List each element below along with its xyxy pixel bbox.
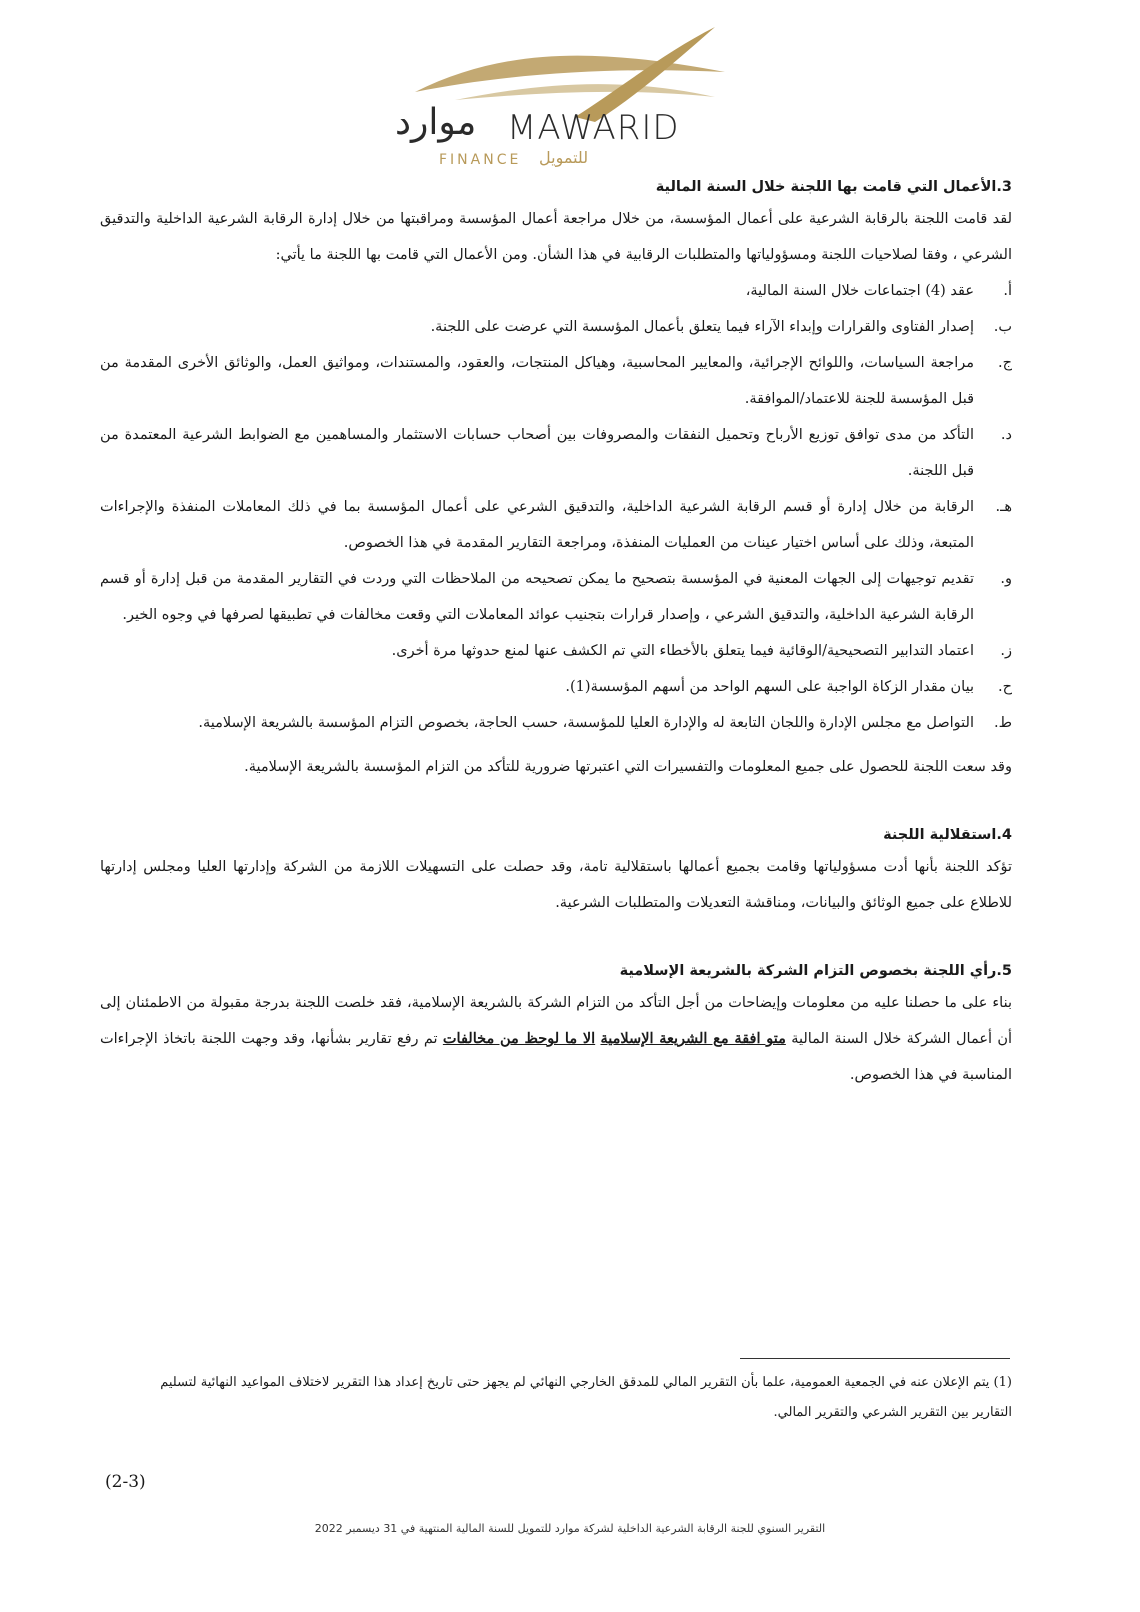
footnote-divider — [740, 1358, 1010, 1359]
list-item-text: اعتماد التدابير التصحيحية/الوقائية فيما يتعلق بالأخطاء التي تم الكشف عنها لمنع حدوثها مرة أخرى. — [391, 643, 974, 659]
list-marker: و. — [1000, 571, 1012, 587]
list-marker: د. — [1000, 427, 1012, 443]
list-item-text: التواصل مع مجلس الإدارة واللجان التابعة له والإدارة العليا للمؤسسة، حسب الحاجة، بخصوص التزام المؤسسة بالشريعة الإسلامية. — [198, 715, 974, 731]
list-marker: ط. — [993, 715, 1012, 731]
logo-arabic-name: موارد — [395, 102, 477, 143]
list-item-text: مراجعة السياسات، واللوائح الإجرائية، والمعايير المحاسبية، وهياكل المنتجات، والعقود، والمستندات، ومواثيق العمل، والوثائق الأخرى المقدمة من قبل المؤسسة للجنة للاعتماد/الموافقة. — [100, 355, 974, 407]
section3-closing: وقد سعت اللجنة للحصول على جميع المعلومات والتفسيرات التي اعتبرتها ضرورية للتأكد من التزام المؤسسة بالشريعة الإسلامية. — [244, 759, 1012, 775]
list-item — [100, 633, 1012, 669]
page-footer: التقرير السنوي للجنة الرقابة الشرعية الداخلية لشركة موارد للتمويل للسنة المالية المنتهية في 31 ديسمبر 2022 — [314, 1522, 826, 1535]
list-item — [100, 489, 1012, 561]
list-item — [100, 417, 1012, 489]
list-item-text: عقد (4) اجتماعات خلال السنة المالية، — [745, 283, 974, 299]
activities-list — [100, 273, 1012, 741]
list-item-text: إصدار الفتاوى والقرارات وإبداء الآراء فيما يتعلق بأعمال المؤسسة التي عرضت على اللجنة. — [430, 319, 974, 335]
list-item-text: بيان مقدار الزكاة الواجبة على السهم الواحد من أسهم المؤسسة(1). — [565, 679, 974, 695]
list-item — [100, 309, 1012, 345]
page-number: (2-3) — [105, 1472, 146, 1492]
logo-finance-label: FINANCE — [439, 152, 522, 168]
section4-body: تؤكد اللجنة بأنها أدت مسؤولياتها وقامت بجميع أعمالها باستقلالية تامة، وقد حصلت على التسهيلات اللازمة من الشركة وإدارتها العليا ومجلس إدارتها للاطلاع على جميع الوثائق والبيانات، ومناقشة التعديلات والمتطلبات الشرعية. — [100, 859, 1012, 911]
section5-heading: 5.رأي اللجنة بخصوص التزام الشركة بالشريعة الإسلامية — [619, 963, 1012, 979]
list-item — [100, 273, 1012, 309]
company-logo — [395, 22, 735, 172]
footnote: (1) يتم الإعلان عنه في الجمعية العمومية، علما بأن التقرير المالي للمدقق الخارجي النهائي لم يجهز حتى تاريخ إعداد هذا التقرير لاختلاف المواعيد النهائية لتسليم التقارير بين التقرير الشرعي والتقرير المالي. — [160, 1375, 1012, 1420]
list-marker: أ. — [1003, 283, 1012, 299]
section4-heading: 4.استقلالية اللجنة — [883, 827, 1012, 843]
list-marker: ب. — [993, 319, 1012, 335]
section5-emphasis-violations: الا ما لوحظ من مخالفات — [442, 1030, 596, 1047]
logo-arabic-finance-label: للتمويل — [539, 148, 589, 167]
list-item-text: التأكد من مدى توافق توزيع الأرباح وتحميل النفقات والمصروفات بين أصحاب حسابات الاستثمار والمساهمين مع الضوابط الشرعية المعتمدة من قبل اللجنة. — [100, 427, 974, 479]
section3-heading: 3.الأعمال التي قامت بها اللجنة خلال السنة المالية — [655, 179, 1012, 195]
section5-emphasis-compliant: متو افقة مع الشريعة الإسلامية — [600, 1030, 786, 1047]
list-marker: ح. — [998, 679, 1012, 695]
section3-intro: لقد قامت اللجنة بالرقابة الشرعية على أعمال المؤسسة، من خلال مراجعة أعمال المؤسسة ومراقبتها من خلال إدارة الرقابة الشرعية الداخلية والتدقيق الشرعي ، وفقا لصلاحيات اللجنة ومسؤولياتها والمتطلبات الرقابية في هذا الشأن. ومن الأعمال التي قامت بها اللجنة ما يأتي: — [100, 211, 1012, 263]
list-item — [100, 561, 1012, 633]
list-item — [100, 705, 1012, 741]
section5-body — [100, 985, 1012, 1093]
list-item-text: تقديم توجيهات إلى الجهات المعنية في المؤسسة بتصحيح ما يمكن تصحيحه من الملاحظات التي وردت في التقارير المقدمة من قبل إدارة أو قسم الرقابة الشرعية الداخلية، والتدقيق الشرعي ، وإصدار قرارات بتجنيب عوائد المعاملات التي وقعت مخالفات في تطبيقها لصرفها في وجوه الخير. — [100, 571, 974, 623]
list-marker: هـ. — [995, 499, 1012, 515]
logo-wordmark: MAWARID — [507, 108, 680, 148]
list-marker: ز. — [1000, 643, 1012, 659]
section5-body-part1: بناء على ما حصلنا عليه من معلومات وإيضاحات من أجل التأكد من التزام الشركة بالشريعة الإسلامية، فقد خلصت اللجنة بدرجة مقبولة من الاطمئنان إلى أن أعمال الشركة خلال السنة المالية — [100, 995, 1012, 1047]
report-body — [100, 173, 1012, 1093]
section5-body-part2: تم رفع تقارير بشأنها، وقد وجهت اللجنة باتخاذ الإجراءات المناسبة في هذا الخصوص. — [100, 1031, 1012, 1083]
list-item-text: الرقابة من خلال إدارة أو قسم الرقابة الشرعية الداخلية، والتدقيق الشرعي على أعمال المؤسسة بما في ذلك المعاملات المنفذة والإجراءات المتبعة، وذلك على أساس اختيار عينات من العمليات المنفذة، ومراجعة التقارير المقدمة في هذا الخصوص. — [100, 499, 974, 551]
list-marker: ج. — [998, 355, 1012, 371]
list-item — [100, 345, 1012, 417]
list-item — [100, 669, 1012, 705]
